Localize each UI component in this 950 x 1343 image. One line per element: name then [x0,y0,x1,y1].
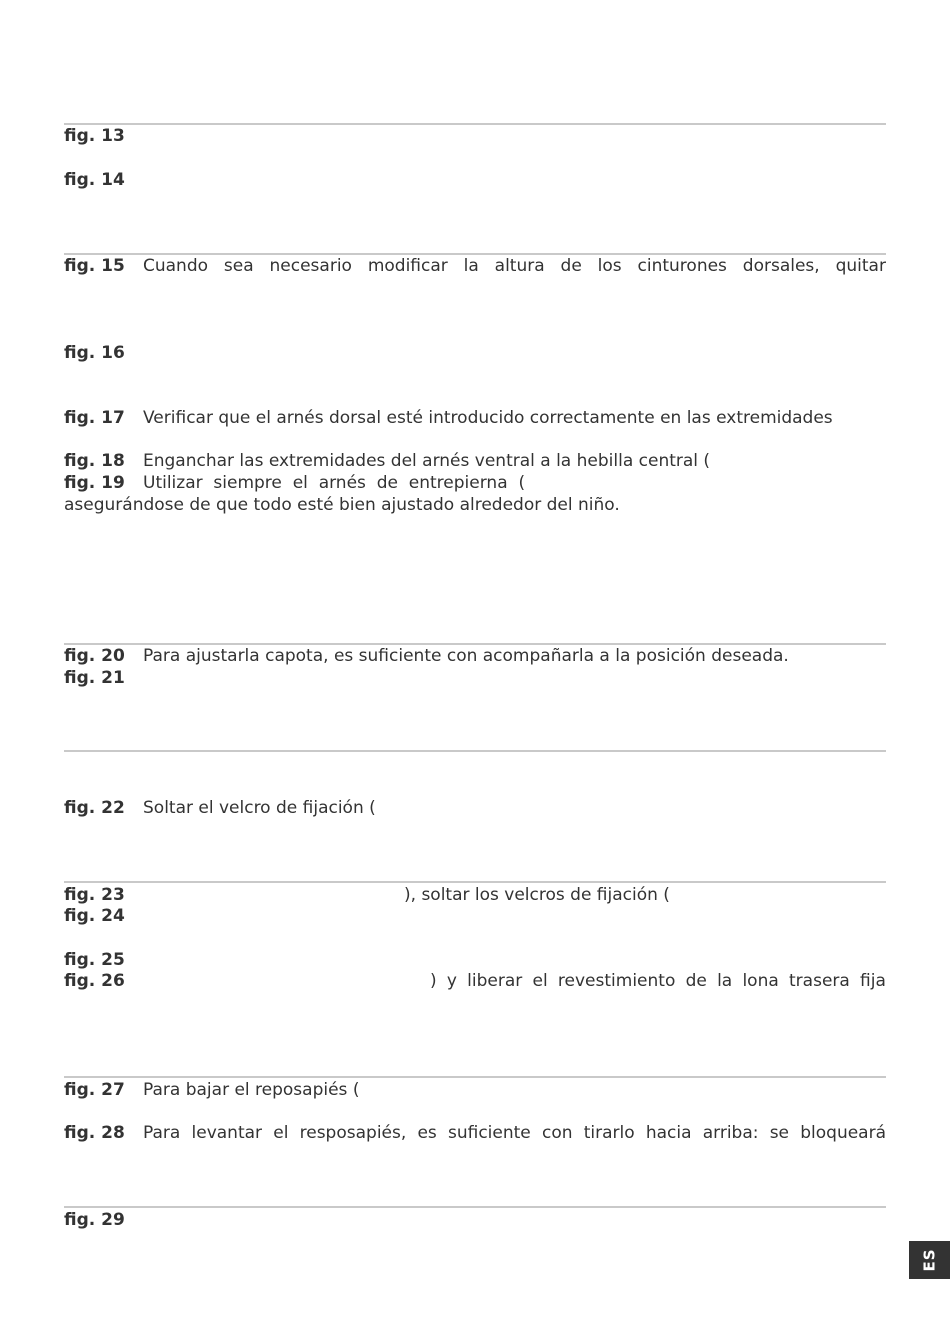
fig-label: fig. 16 [64,343,125,363]
fig-label: fig. 23 [64,885,125,905]
fig-text: Para ajustarla capota, es suficiente con acompañarla a la posición deseada. [143,646,789,666]
fig-text [143,255,886,277]
fig-18-line [64,450,886,472]
fig-label: fig. 29 [64,1210,125,1230]
fig-label: fig. 17 [64,408,125,428]
fig-label: fig. 26 [64,971,125,991]
fig-text: Para bajar el reposapiés ( [143,1080,360,1100]
fig-28-line [64,1122,886,1144]
word: ) [430,971,437,991]
word: de [560,256,582,276]
fig-19-continuation [64,494,886,516]
word: levantar [191,1123,263,1143]
fig-text [143,472,525,494]
word: altura [494,256,545,276]
fig-label: fig. 25 [64,950,125,970]
word: siempre [213,473,282,493]
word: necesario [269,256,352,276]
fig-22-line [64,797,886,819]
fig-label: fig. 20 [64,646,125,666]
word: Utilizar [143,473,203,493]
fig-20-line [64,645,886,667]
fig-21-line [64,667,886,689]
fig-25-line [64,949,886,971]
word: los [597,256,622,276]
word: bloqueará [800,1123,886,1143]
fig-label: fig. 22 [64,798,125,818]
word: Para [143,1123,181,1143]
fig-label: fig. 15 [64,256,125,276]
fig-14-line [64,169,886,191]
word: se [769,1123,790,1143]
word: la [463,256,479,276]
word: el [273,1123,289,1143]
word: cinturones [637,256,727,276]
fig-label: fig. 21 [64,668,125,688]
word: el [292,473,308,493]
fig-text [430,970,886,992]
word: suficiente [448,1123,531,1143]
fig-text: ), soltar los velcros de fijación ( [404,885,670,905]
fig-text: Soltar el velcro de fijación ( [143,798,376,818]
word: ( [518,473,526,493]
section-divider [64,881,886,883]
word: tirarlo [583,1123,635,1143]
word: Cuando [143,256,209,276]
word: quitar [835,256,886,276]
word: resposapiés, [299,1123,407,1143]
word: de [376,473,398,493]
word: modificar [367,256,448,276]
fig-15-line [64,255,886,277]
word: dorsales, [742,256,820,276]
word: revestimiento [557,971,676,991]
word: lona [742,971,779,991]
fig-text: Enganchar las extremidades del arnés ventral a la hebilla central ( [143,451,711,471]
fig-24-line [64,905,886,927]
fig-label: fig. 27 [64,1080,125,1100]
fig-label: fig. 14 [64,170,125,190]
word: y [446,971,457,991]
fig-label: fig. 19 [64,473,125,493]
fig-16-line [64,342,886,364]
word: el [532,971,548,991]
fig-label: fig. 24 [64,906,125,926]
word: trasera [789,971,850,991]
fig-label: fig. 13 [64,126,125,146]
word: con [541,1123,573,1143]
fig-17-line [64,407,886,429]
fig-13-line [64,125,886,147]
fig-26-line [64,970,886,992]
word: fija [860,971,886,991]
section-divider [64,750,886,752]
word: hacia [645,1123,692,1143]
word: arriba: [702,1123,759,1143]
section-divider [64,1076,886,1078]
word: entrepierna [408,473,508,493]
fig-27-line [64,1079,886,1101]
word: de [685,971,707,991]
section-divider [64,1206,886,1208]
fig-19-line [64,472,886,494]
fig-text [143,1122,886,1144]
word: sea [223,256,254,276]
fig-label: fig. 18 [64,451,125,471]
fig-23-line [64,884,886,906]
fig-text: asegurándose de que todo esté bien ajustado alrededor del niño. [64,495,620,515]
fig-label: fig. 28 [64,1123,125,1143]
language-tab-label: ES [920,1248,939,1272]
word: liberar [467,971,523,991]
word: la [717,971,733,991]
fig-text: Verificar que el arnés dorsal esté introducido correctamente en las extremidades [143,408,833,428]
fig-29-line [64,1209,886,1231]
word: es [417,1123,437,1143]
language-tab [909,1241,950,1279]
word: arnés [318,473,366,493]
